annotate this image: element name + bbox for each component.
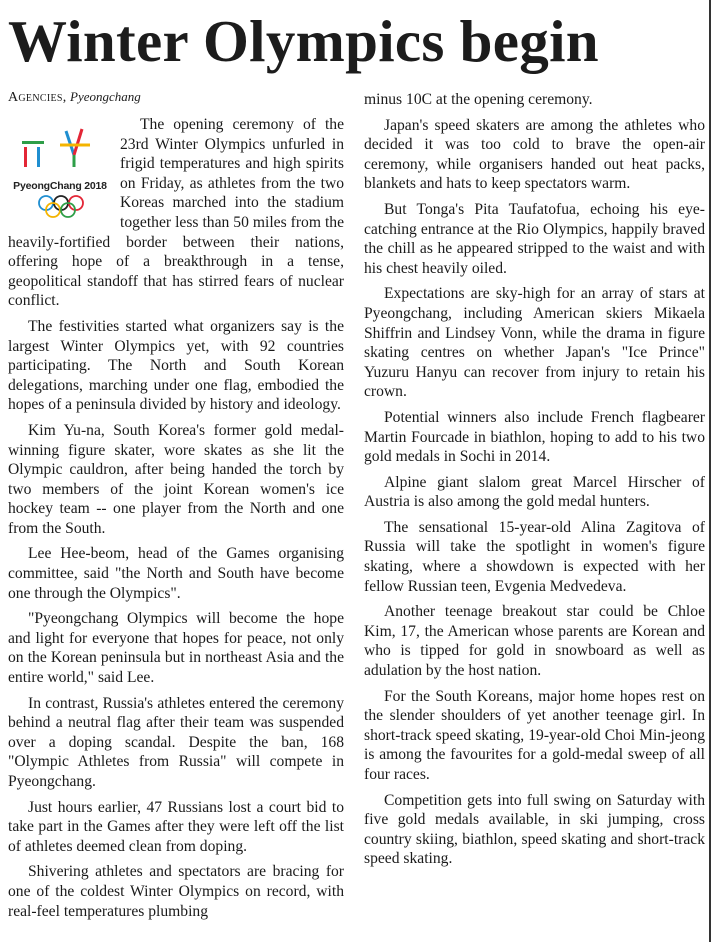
article-column-2 (364, 90, 705, 875)
paragraph: In contrast, Russia's athletes entered the ceremony behind a neutral flag after their team was suspended over a doping scandal. Despite the ban, 168 "Olympic Athletes from Russia" will compete in Pyeongchang. (8, 694, 344, 790)
pyeongchang-logo-icon (8, 121, 112, 219)
paragraph: minus 10C at the opening ceremony. (364, 91, 593, 108)
paragraph: Japan's speed skaters are among the athletes who decided it was too cold to brave the open-air ceremony, while organisers handed out heat packs, blankets and hats to keep spectators warm. (364, 116, 705, 193)
paragraph: Lee Hee-beom, head of the Games organising committee, said "the North and South have become one through the Olympics". (8, 545, 344, 602)
paragraph: But Tonga's Pita Taufatofua, echoing his eye-catching entrance at the Rio Olympics, happily braved the chill as he appeared stripped to the waist and with his chest heavily oiled. (364, 200, 705, 277)
paragraph: Alpine giant slalom great Marcel Hirscher of Austria is also among the gold medal hunters. (364, 473, 705, 511)
logo-text: PyeongChang 2018 (13, 180, 107, 192)
byline (8, 88, 344, 107)
paragraph: Competition gets into full swing on Saturday with five gold medals available, in ski jumping, cross country skiing, biathlon, speed skating and short-track speed skating. (364, 791, 705, 868)
paragraph: "Pyeongchang Olympics will become the hope and light for everyone that hopes for peace, not only on the Korean peninsula but in northeast Asia and the entire world," said Lee. (8, 610, 344, 687)
byline-agency: Agencies, (8, 90, 67, 105)
paragraph: Just hours earlier, 47 Russians lost a court bid to take part in the Games after they were left off the list of athletes deemed clean from doping. (8, 798, 344, 855)
paragraph: Potential winners also include French flagbearer Martin Fourcade in biathlon, hoping to add to his two gold medals in Sochi in 2014. (364, 408, 705, 466)
paragraph: Shivering athletes and spectators are bracing for one of the coldest Winter Olympics on record, with real-feel temperatures plumbing (8, 863, 344, 920)
paragraph: The opening ceremony of the 23rd Winter Olympics unfurled in frigid temperatures and high spirits on Friday, as athletes from the two Koreas marched into the stadium together less than 50 miles from the heavily-fortified border between their nations, offering hope of a breakthrough in a tense, geopolitical standoff that has stirred fears of nuclear conflict. (8, 116, 344, 310)
paragraph: Expectations are sky-high for an array of stars at Pyeongchang, including American skiers Mikaela Shiffrin and Lindsey Vonn, while the drama in figure skating centres on whether Japan's "Ice Prince" Yuzuru Hanyu can recover from injury to retain his crown. (364, 285, 705, 401)
paragraph: Kim Yu-na, South Korea's former gold medal-winning figure skater, wore skates as she lit the Olympic cauldron, after being handed the torch by two members of the joint Korean women's ice hockey team -- one player from the North and one from the South. (8, 421, 344, 537)
headline: Winter Olympics begin (8, 8, 599, 74)
paragraph: The festivities started what organizers say is the largest Winter Olympics yet, with 92 countries participating. The North and South Korean delegations, marching under one flag, embodied the hopes of a peninsula divided by history and ideology. (8, 317, 344, 414)
paragraph: For the South Koreans, major home hopes rest on the slender shoulders of yet another teenage girl. In short-track speed skating, 19-year-old Choi Min-jeong is among the favourites for a gold-medal sweep of all four races. (364, 687, 705, 783)
column-rule (709, 0, 711, 942)
article-column-1 (8, 88, 344, 927)
paragraph: Another teenage breakout star could be Chloe Kim, 17, the American whose parents are Korean and who is tipped for gold in snowboard as well as adulation by the host nation. (364, 603, 705, 680)
byline-place: Pyeongchang (70, 89, 141, 104)
paragraph: The sensational 15-year-old Alina Zagitova of Russia will take the spotlight in women's figure skating, where a showdown is expected with her fellow Russian teen, Evgenia Medvedeva. (364, 518, 705, 595)
pyeongchang-2018-logo (8, 121, 112, 219)
